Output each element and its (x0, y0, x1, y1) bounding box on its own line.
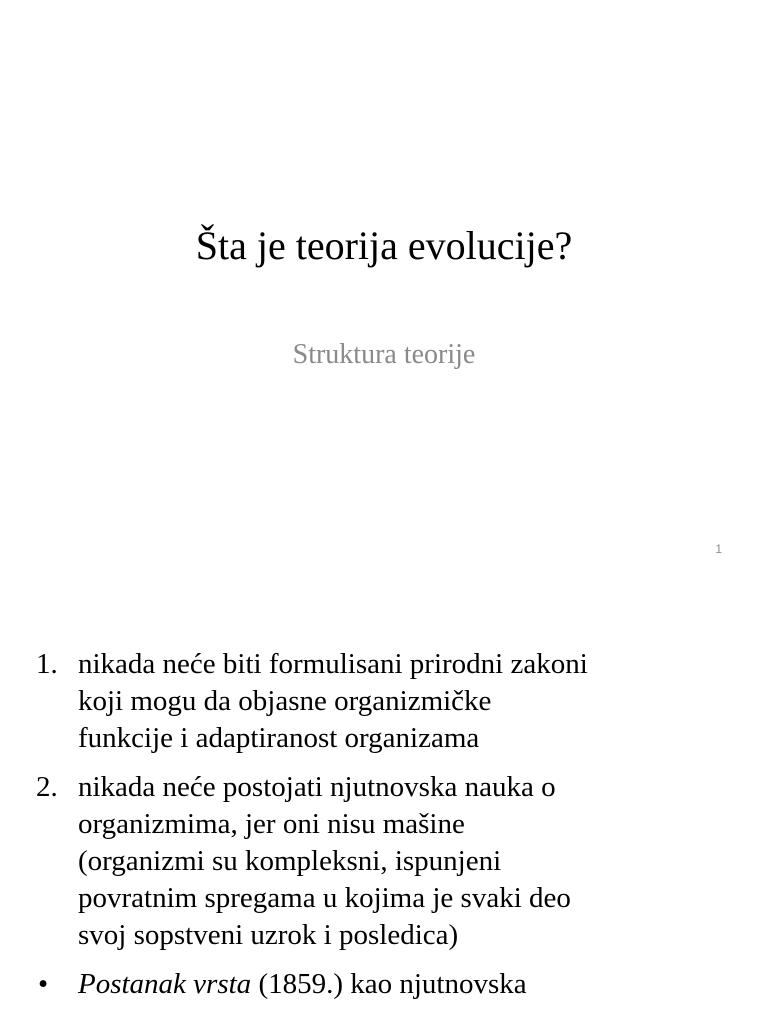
bullet-icon: • (38, 968, 49, 1000)
book-title: Postanak vrsta (78, 968, 252, 1000)
list-item-line: koji mogu da objasne organizmičke (78, 685, 492, 717)
numbered-list (0, 646, 768, 1015)
list-item (0, 646, 768, 757)
list-item-line: svoj sopstveni uzrok i posledica) (78, 919, 459, 951)
list-number: 1. (36, 648, 58, 680)
list-item-line: povratnim spregama u kojima je svaki deo (78, 882, 571, 914)
list-item-line: organizmima, jer oni nisu mašine (78, 808, 465, 840)
list-number: 2. (36, 771, 58, 803)
list-item-line: funkcije i adaptiranost organizama (78, 722, 480, 754)
slide-title: Šta je teorija evolucije? (195, 223, 573, 268)
bullet-item-line (78, 966, 728, 1003)
bullet-item (0, 966, 768, 1003)
list-item (0, 769, 768, 954)
slide-subtitle: Struktura teorije (292, 339, 476, 370)
list-item-line: nikada neće biti formulisani prirodni zakoni (78, 648, 588, 680)
list-item-line: nikada neće postojati njutnovska nauka o (78, 771, 556, 803)
bullet-item-text: (1859.) kao njutnovska (251, 968, 527, 1000)
page-number: 1 (715, 542, 722, 556)
list-item-line: (organizmi su kompleksni, ispunjeni (78, 845, 502, 877)
slide-content-page (0, 600, 768, 1024)
